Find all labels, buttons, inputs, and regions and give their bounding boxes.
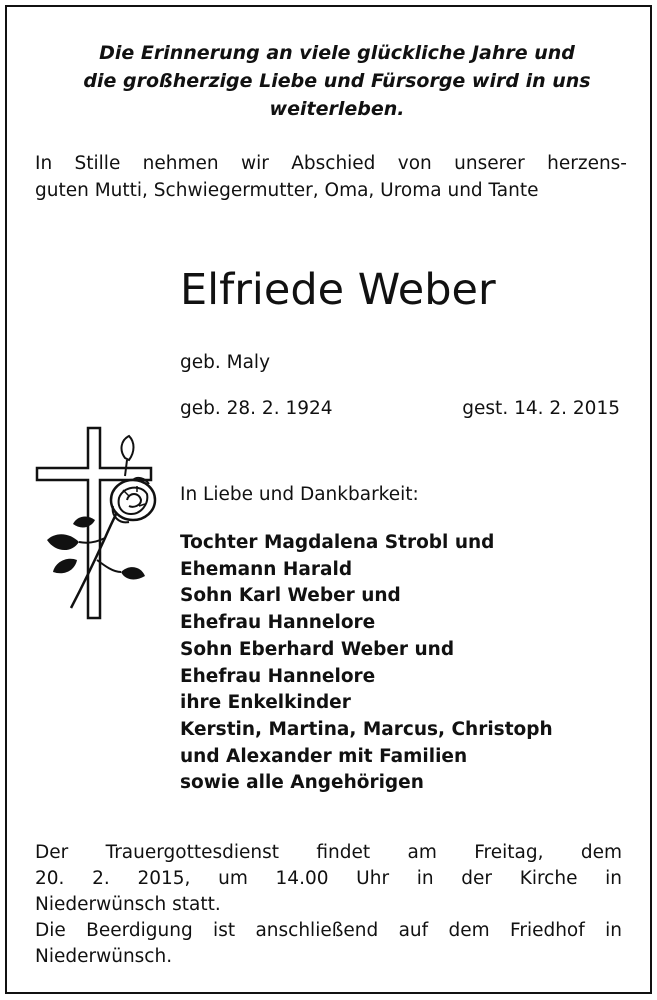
motto-quote (27, 39, 647, 123)
intro-line: guten Mutti, Schwiegermutter, Oma, Uroma und Tante (35, 180, 539, 201)
motto-line: Die Erinnerung an viele glückliche Jahre und (99, 42, 575, 64)
mourner-line: sowie alle Angehörigen (180, 772, 424, 794)
service-line: 20. 2. 2015, um 14.00 Uhr in der Kirche in (35, 868, 622, 889)
mourner-line: Ehefrau Hannelore (180, 665, 376, 687)
mourner-line: Ehefrau Hannelore (180, 612, 376, 634)
mourner-line: Sohn Karl Weber und (180, 585, 401, 607)
mourner-line: Tochter Magdalena Strobl und (180, 532, 495, 553)
mourners-heading: In Liebe und Dankbarkeit: (180, 484, 419, 505)
motto-line: die großherzige Liebe und Fürsorge wird in uns (83, 70, 591, 92)
deceased-name: Elfriede Weber (180, 265, 496, 315)
death-date: gest. 14. 2. 2015 (462, 398, 620, 419)
service-line: Niederwünsch statt. (35, 894, 221, 915)
mourner-line: Sohn Eberhard Weber und (180, 638, 455, 660)
motto-line: weiterleben. (269, 98, 405, 120)
intro-line: In Stille nehmen wir Abschied von unserer herzens- (35, 153, 627, 174)
service-line: Niederwünsch. (35, 946, 173, 967)
intro-text (35, 150, 627, 204)
mourner-line: Ehemann Harald (180, 558, 353, 580)
mourner-line: Kerstin, Martina, Marcus, Christoph (180, 718, 553, 740)
cross-with-rose-icon (33, 420, 168, 625)
birth-date: geb. 28. 2. 1924 (180, 398, 333, 419)
mourner-line: ihre Enkelkinder (180, 692, 351, 714)
mourner-line: und Alexander mit Familien (180, 745, 468, 767)
mourners-list (180, 530, 553, 797)
service-info (35, 840, 622, 970)
maiden-name: geb. Maly (180, 352, 271, 373)
service-line: Die Beerdigung ist anschließend auf dem Friedhof in (35, 920, 622, 941)
service-line: Der Trauergottesdienst findet am Freitag, dem (35, 842, 622, 863)
